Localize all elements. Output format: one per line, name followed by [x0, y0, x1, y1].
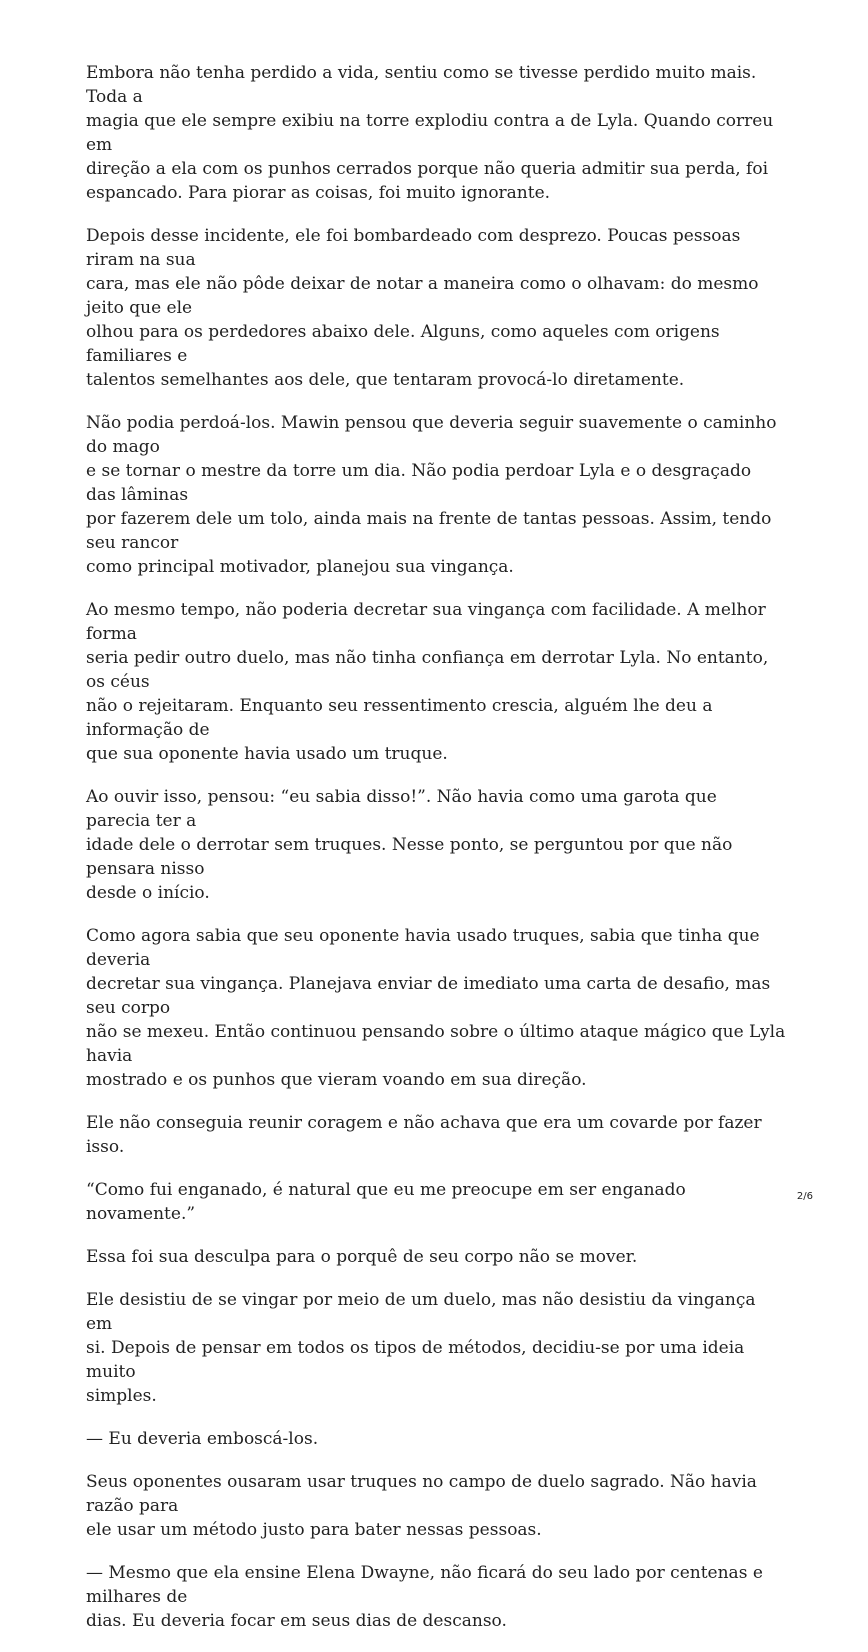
- document-body: [86, 61, 786, 1652]
- paragraph: Ele desistiu de se vingar por meio de um duelo, mas não desistiu da vingança em si. Depois de pensar em todos os tipos de métodos, decidiu-se por uma ideia muito simples.: [86, 1290, 756, 1406]
- paragraph: “Como fui enganado, é natural que eu me preocupe em ser enganado novamente.”: [86, 1180, 686, 1224]
- paragraph: Ao ouvir isso, pensou: “eu sabia disso!”. Não havia como uma garota que parecia ter a idade dele o derrotar sem truques. Nesse ponto, se perguntou por que não pensara nisso desde o início.: [86, 787, 733, 903]
- paragraph: Seus oponentes ousaram usar truques no campo de duelo sagrado. Não havia razão para ele usar um método justo para bater nessas pessoas.: [86, 1472, 757, 1540]
- page-number: 2/6: [796, 1191, 813, 1202]
- paragraph: Como agora sabia que seu oponente havia usado truques, sabia que tinha que deveria decretar sua vingança. Planejava enviar de imediato uma carta de desafio, mas seu corpo não se mexeu. Então continuou pensando sobre o último ataque mágico que Lyla havia mostrado e os punhos que vieram voando em sua direção.: [86, 926, 786, 1090]
- paragraph: Não podia perdoá-los. Mawin pensou que deveria seguir suavemente o caminho do mago e se tornar o mestre da torre um dia. Não podia perdoar Lyla e o desgraçado das lâminas por fazerem dele um tolo, ainda mais na frente de tantas pessoas. Assim, tendo seu rancor como principal motivador, planejou sua vingança.: [86, 413, 777, 577]
- paragraph: Embora não tenha perdido a vida, sentiu como se tivesse perdido muito mais. Toda a magia que ele sempre exibiu na torre explodiu contra a de Lyla. Quando correu em direção a ela com os punhos cerrados porque não queria admitir sua perda, foi espancado. Para piorar as coisas, foi muito ignorante.: [86, 63, 774, 203]
- paragraph: Ele não conseguia reunir coragem e não achava que era um covarde por fazer isso.: [86, 1113, 762, 1157]
- paragraph: — Eu deveria emboscá-los.: [86, 1429, 319, 1449]
- paragraph: Essa foi sua desculpa para o porquê de seu corpo não se mover.: [86, 1247, 638, 1267]
- paragraph: Ao mesmo tempo, não poderia decretar sua vingança com facilidade. A melhor forma seria pedir outro duelo, mas não tinha confiança em derrotar Lyla. No entanto, os céus não o rejeitaram. Enquanto seu ressentimento crescia, alguém lhe deu a informação de que sua oponente havia usado um truque.: [86, 600, 769, 764]
- paragraph: — Mesmo que ela ensine Elena Dwayne, não ficará do seu lado por centenas e milhares de dias. Eu deveria focar em seus dias de descanso.: [86, 1563, 763, 1631]
- paragraph: Depois desse incidente, ele foi bombardeado com desprezo. Poucas pessoas riram na sua cara, mas ele não pôde deixar de notar a maneira como o olhavam: do mesmo jeito que ele olhou para os perdedores abaixo dele. Alguns, como aqueles com origens familiares e talentos semelhantes aos dele, que tentaram provocá-lo diretamente.: [86, 226, 759, 390]
